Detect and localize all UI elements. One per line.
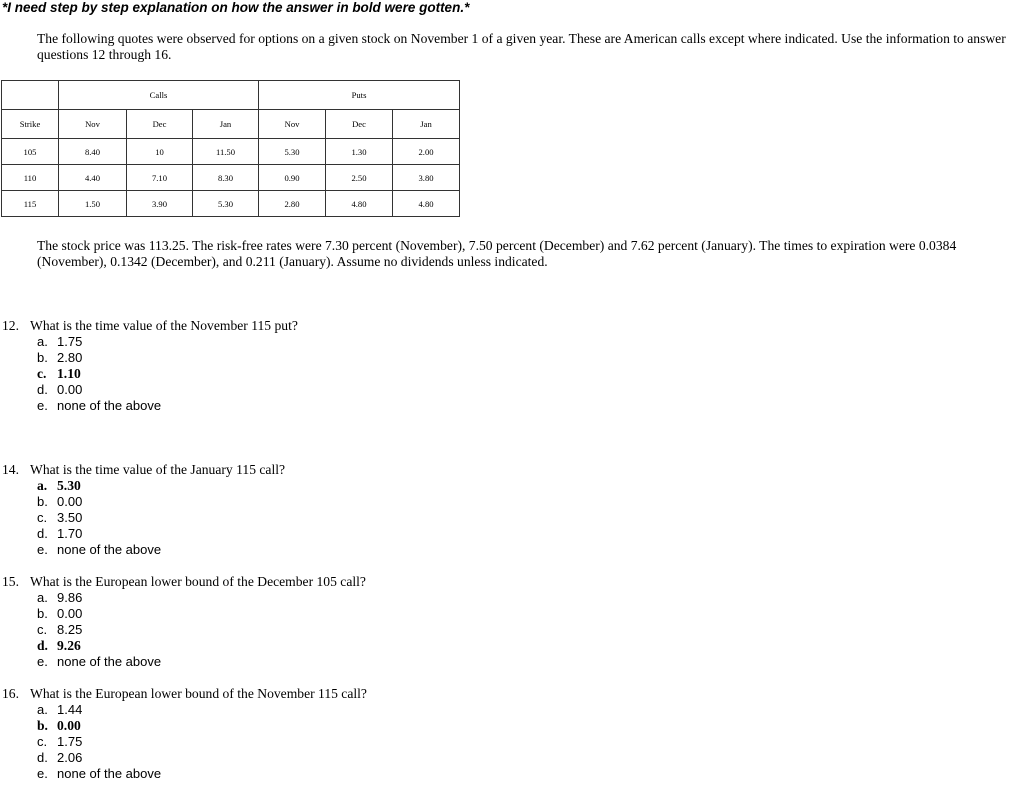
answer-option <box>37 734 702 750</box>
question-12 <box>2 318 702 414</box>
table-cell: 5.30 <box>193 191 259 217</box>
answer-option <box>37 654 702 670</box>
stock-info-paragraph: The stock price was 113.25. The risk-free rates were 7.30 percent (November), 7.50 percent (December) and 7.62 percent (January). The times to expiration were 0.0384 (November), 0.1342 (December), and 0.211 (January). Assume no dividends unless indicated. <box>37 238 957 269</box>
table-cell: 4.80 <box>393 191 460 217</box>
option-letter: b. <box>37 606 48 621</box>
table-cell: 10 <box>127 139 193 165</box>
option-text: 5.30 <box>57 478 81 493</box>
table-cell: 115 <box>2 191 59 217</box>
answer-options <box>37 478 702 558</box>
option-text: 1.75 <box>57 334 83 349</box>
table-group-puts: Puts <box>259 81 460 110</box>
table-row <box>2 191 460 217</box>
question-number: 15. <box>2 574 19 589</box>
option-letter: c. <box>37 622 48 637</box>
answer-options <box>37 334 702 414</box>
option-text: none of the above <box>57 766 162 781</box>
answer-option <box>37 510 702 526</box>
option-text: 9.26 <box>57 638 81 653</box>
option-text: 2.06 <box>57 750 83 765</box>
answer-option-bold <box>37 366 702 382</box>
table-cell: 2.50 <box>326 165 393 191</box>
intro-paragraph: The following quotes were observed for options on a given stock on November 1 of a given year. These are American calls except where indicated. Use the information to answer questions 12 through 16. <box>37 31 1006 62</box>
option-letter: b. <box>37 718 48 733</box>
question-number: 14. <box>2 462 19 477</box>
answer-option <box>37 766 702 782</box>
table-cell: 110 <box>2 165 59 191</box>
option-text: 3.50 <box>57 510 83 525</box>
table-cell: 3.80 <box>393 165 460 191</box>
option-letter: d. <box>37 382 48 397</box>
answer-option <box>37 622 702 638</box>
table-column-header-row <box>2 110 460 139</box>
table-cell: 0.90 <box>259 165 326 191</box>
option-quotes-table <box>1 80 460 217</box>
option-text: none of the above <box>57 542 162 557</box>
answer-option <box>37 590 702 606</box>
table-cell: 1.50 <box>59 191 127 217</box>
answer-option <box>37 750 702 766</box>
request-heading: *I need step by step explanation on how the answer in bold were gotten.* <box>2 0 470 15</box>
option-text: 0.00 <box>57 718 81 733</box>
table-header-cell: Strike <box>2 110 59 139</box>
answer-option <box>37 702 702 718</box>
option-text: 1.44 <box>57 702 83 717</box>
question-text: What is the European lower bound of the November 115 call? <box>30 686 367 701</box>
table-cell: 8.30 <box>193 165 259 191</box>
question-text: What is the time value of the November 115 put? <box>30 318 298 333</box>
question-16 <box>2 686 702 782</box>
table-header-cell: Nov <box>259 110 326 139</box>
table-cell: 4.40 <box>59 165 127 191</box>
option-letter: a. <box>37 590 48 605</box>
table-group-calls: Calls <box>59 81 259 110</box>
table-header-cell: Dec <box>326 110 393 139</box>
table-cell: 3.90 <box>127 191 193 217</box>
option-text: 0.00 <box>57 494 83 509</box>
table-cell: 8.40 <box>59 139 127 165</box>
table-row <box>2 165 460 191</box>
option-text: 8.25 <box>57 622 83 637</box>
answer-option-bold <box>37 638 702 654</box>
table-header-cell: Dec <box>127 110 193 139</box>
table-row <box>2 139 460 165</box>
option-letter: a. <box>37 702 48 717</box>
table-cell: 1.30 <box>326 139 393 165</box>
table-cell: 7.10 <box>127 165 193 191</box>
option-text: none of the above <box>57 398 162 413</box>
answer-option <box>37 606 702 622</box>
option-letter: e. <box>37 654 48 669</box>
answer-option <box>37 494 702 510</box>
option-text: 2.80 <box>57 350 83 365</box>
answer-options <box>37 590 702 670</box>
question-text: What is the European lower bound of the December 105 call? <box>30 574 366 589</box>
option-letter: e. <box>37 398 48 413</box>
answer-option-bold <box>37 478 702 494</box>
option-text: 0.00 <box>57 382 83 397</box>
option-letter: a. <box>37 478 48 493</box>
option-letter: c. <box>37 510 48 525</box>
table-cell: 2.80 <box>259 191 326 217</box>
answer-option-bold <box>37 718 702 734</box>
option-letter: a. <box>37 334 48 349</box>
table-cell: 11.50 <box>193 139 259 165</box>
option-letter: d. <box>37 638 48 653</box>
answer-option <box>37 398 702 414</box>
option-text: 9.86 <box>57 590 83 605</box>
option-text: 1.75 <box>57 734 83 749</box>
option-letter: c. <box>37 366 47 381</box>
answer-options <box>37 702 702 782</box>
option-letter: d. <box>37 526 48 541</box>
table-header-cell: Jan <box>393 110 460 139</box>
question-number: 12. <box>2 318 19 333</box>
option-text: 1.70 <box>57 526 83 541</box>
table-cell: 105 <box>2 139 59 165</box>
option-text: none of the above <box>57 654 162 669</box>
answer-option <box>37 542 702 558</box>
option-letter: c. <box>37 734 48 749</box>
answer-option <box>37 382 702 398</box>
option-letter: b. <box>37 350 48 365</box>
option-text: 0.00 <box>57 606 83 621</box>
question-number: 16. <box>2 686 19 701</box>
option-letter: b. <box>37 494 48 509</box>
table-header-cell: Nov <box>59 110 127 139</box>
option-letter: e. <box>37 766 48 781</box>
table-cell: 4.80 <box>326 191 393 217</box>
table-group-header-row <box>2 81 460 110</box>
question-text: What is the time value of the January 115 call? <box>30 462 286 477</box>
question-15 <box>2 574 702 670</box>
answer-option <box>37 350 702 366</box>
table-cell: 2.00 <box>393 139 460 165</box>
answer-option <box>37 334 702 350</box>
option-text: 1.10 <box>57 366 81 381</box>
table-cell: 5.30 <box>259 139 326 165</box>
option-letter: d. <box>37 750 48 765</box>
table-group-blank <box>2 81 59 110</box>
question-14 <box>2 462 702 558</box>
answer-option <box>37 526 702 542</box>
option-letter: e. <box>37 542 48 557</box>
table-header-cell: Jan <box>193 110 259 139</box>
